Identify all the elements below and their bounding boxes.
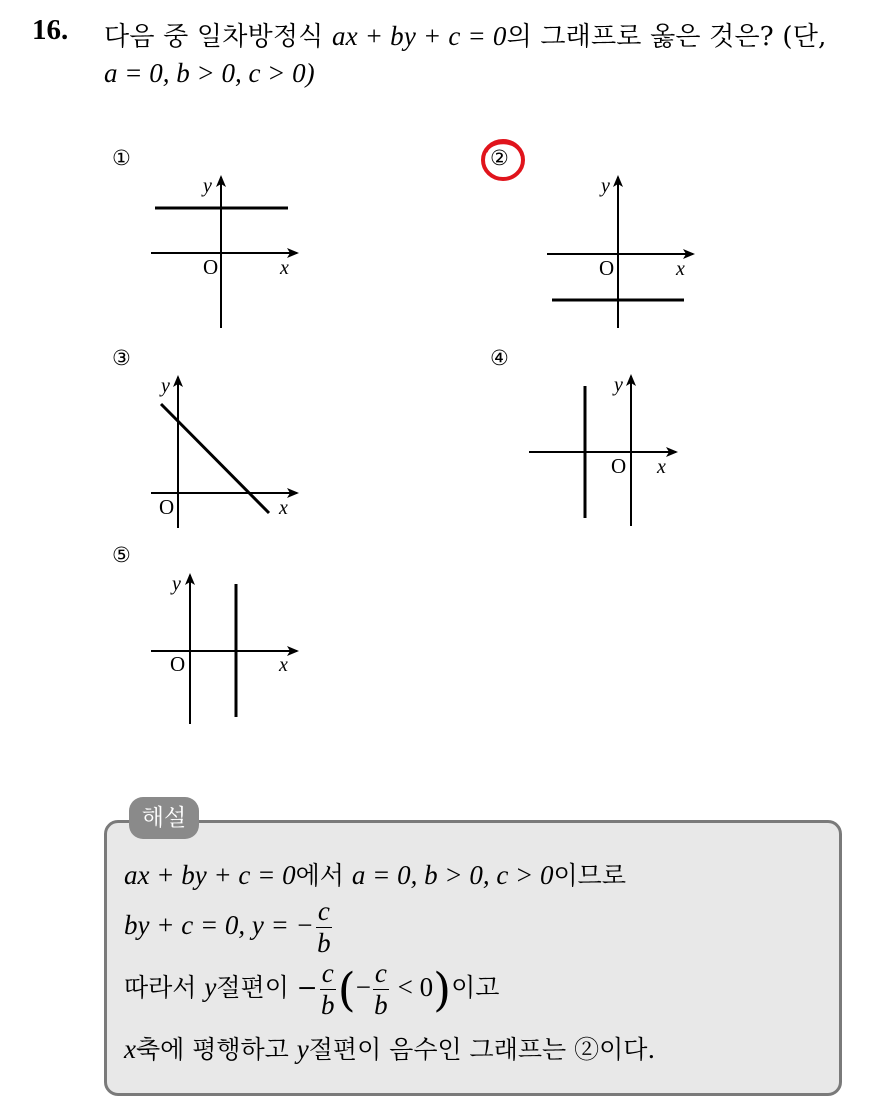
graph-5-x-label: x <box>279 654 288 676</box>
solution-line3-b: 절편이 − <box>216 973 318 1002</box>
question-text-pre: 다음 중 일차방정식 <box>104 22 332 52</box>
graph-1-y-label: y <box>203 175 212 197</box>
graph-5[interactable] <box>151 575 297 724</box>
solution-line3-a: 따라서 <box>124 973 205 1002</box>
graph-2-x-label: x <box>676 258 685 280</box>
solution-eq: ax + by + c = 0 <box>124 860 296 890</box>
option-4-label[interactable]: ④ <box>490 346 509 370</box>
solution-line4-y: y <box>296 1034 309 1064</box>
solution-line3-lt: < 0 <box>390 972 434 1002</box>
graph-2-origin: O <box>599 256 615 280</box>
option-2-label[interactable]: ② <box>490 146 509 170</box>
question-number: 16. <box>32 14 69 46</box>
graph-3-origin: O <box>159 495 175 519</box>
solution-line-1 <box>124 856 626 892</box>
fraction-c-over-b: $\frac{c}{b}$ <box>317 896 331 958</box>
right-paren: ) <box>433 962 452 1017</box>
solution-line4-b: 절편이 음수인 그래프는 ②이다. <box>308 1035 656 1064</box>
solution-line4-x: x <box>124 1034 136 1064</box>
question-equation: ax + by + c = 0 <box>331 21 507 51</box>
solution-line-2 <box>124 898 334 957</box>
solution-line-4 <box>124 1030 655 1066</box>
graph-1[interactable] <box>151 177 297 328</box>
solution-line1-mid: 에서 <box>295 861 352 890</box>
graph-4[interactable] <box>529 376 676 526</box>
solution-line3-minus: − <box>355 972 371 1002</box>
option-5-label[interactable]: ⑤ <box>112 543 131 567</box>
graph-3-x-label: x <box>279 497 288 519</box>
graph-5-origin: O <box>170 652 186 676</box>
graph-2[interactable] <box>547 177 693 328</box>
graph-3-y-label: y <box>161 375 170 397</box>
question-condition: a = 0, b > 0, c > 0) <box>104 58 315 88</box>
graph-2-y-label: y <box>601 175 610 197</box>
graph-4-y-label: y <box>614 374 623 396</box>
graph-5-y-label: y <box>172 573 181 595</box>
solution-cond: a = 0, b > 0, c > 0 <box>351 860 554 890</box>
graph-1-x-label: x <box>280 257 289 279</box>
option-3-label[interactable]: ③ <box>112 346 131 370</box>
solution-line4-a: 축에 평행하고 <box>135 1035 297 1064</box>
left-paren: ( <box>337 962 356 1017</box>
question-text-post: 의 그래프로 옳은 것은? (단, <box>506 22 827 52</box>
answer-mark-circle <box>483 141 523 179</box>
option-1-label[interactable]: ① <box>112 146 131 170</box>
solution-line-3 <box>124 960 499 1019</box>
solution-line3-end: 이고 <box>451 973 500 1002</box>
fraction-c-over-b-2: $\frac{c}{b}$ <box>320 958 335 1020</box>
solution-line3-y: y <box>204 972 217 1002</box>
solution-tag: 해설 <box>129 797 199 839</box>
graph-1-origin: O <box>203 255 219 279</box>
solution-line2-eq: by + c = 0, y = − <box>124 910 314 940</box>
fraction-c-over-b-3: $\frac{c}{b}$ <box>374 958 388 1020</box>
solution-line1-end: 이므로 <box>553 861 626 890</box>
graph-4-origin: O <box>611 454 627 478</box>
graph-4-x-label: x <box>657 456 666 478</box>
